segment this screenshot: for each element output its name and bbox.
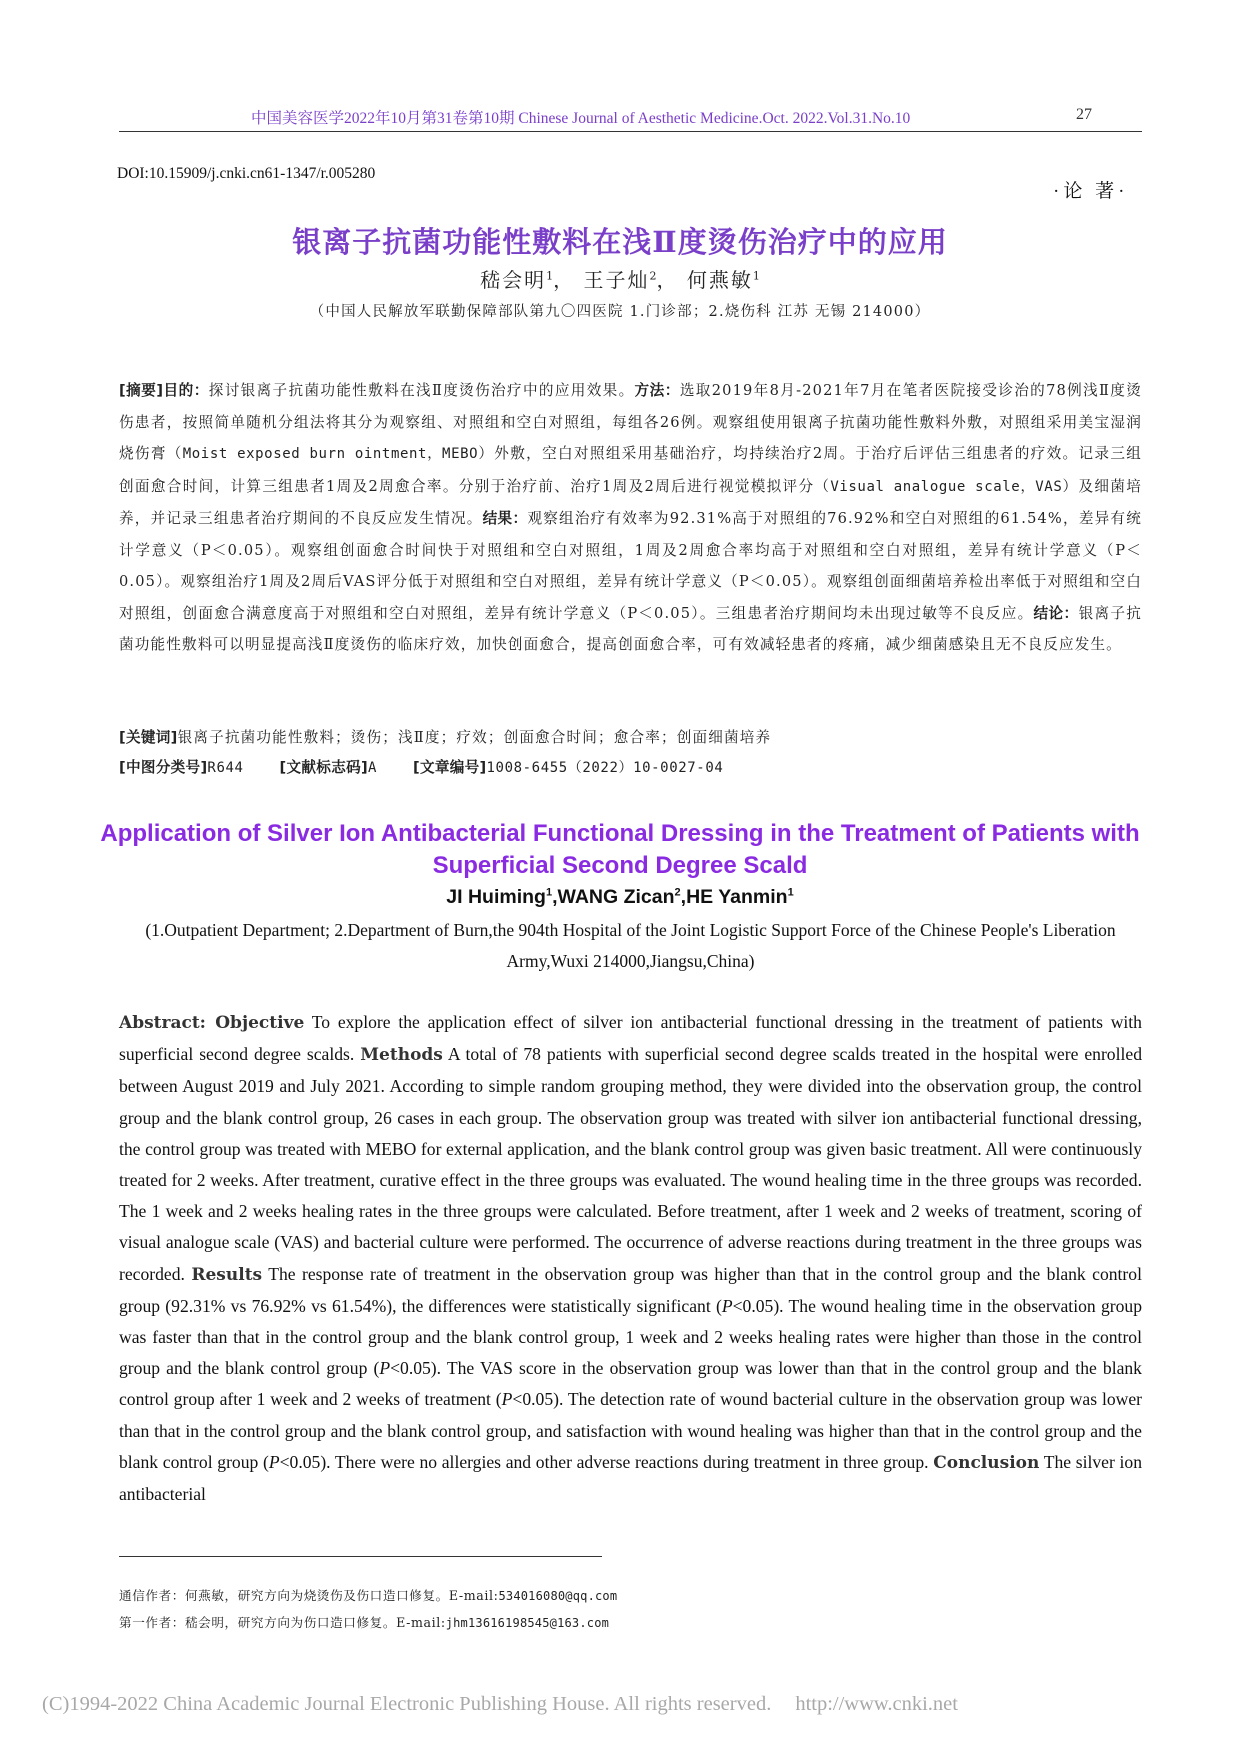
en-author-name: HE Yanmin xyxy=(686,886,788,908)
cn-author-name: 何燕敏 xyxy=(686,268,753,292)
results-text: The response rate of treatment in the observation group was higher than that in the control group and the blank control group (92.31% vs 76.92% vs 61.54%), the differences were statistically significant ( xyxy=(119,1263,1142,1316)
abstract-label: [摘要]目的： xyxy=(119,382,209,399)
methods-label: 方法： xyxy=(634,382,680,399)
author-separator: , xyxy=(680,886,687,908)
cn-author-name: 嵇会明 xyxy=(480,268,547,292)
corresponding-email: 534016080@qq.com xyxy=(498,1589,618,1603)
results-text: <0.05). The detection rate of wound bacterial culture in the observation group was lower than that in the control group and the blank control group, and satisfaction with wound healing was higher than that in the control group and the blank control group ( xyxy=(119,1389,1142,1472)
copyright-text: (C)1994-2022 China Academic Journal Electronic Publishing House. All rights reserved. xyxy=(42,1693,772,1715)
first-author-label: 第一作者：嵇会明，研究方向为伤口造口修复。E-mail: xyxy=(119,1615,446,1630)
cn-author-name: 王子灿 xyxy=(583,268,650,292)
affiliation-mark: 2 xyxy=(674,886,681,899)
results-text: <0.05). The VAS score in the observation group was lower than that in the control group and the blank control group after 1 week and 2 weeks of treatment ( xyxy=(119,1358,1142,1410)
en-author-name: WANG Zican xyxy=(557,886,675,908)
p-symbol: P xyxy=(268,1451,280,1472)
clc-label: [中图分类号] xyxy=(119,759,208,776)
mebo-term: Moist exposed burn ointment，MEBO xyxy=(182,446,479,462)
column-tag: ·论 著· xyxy=(1053,181,1129,202)
first-author-note xyxy=(119,1612,1142,1631)
results-text: <0.05). The wound healing time in the observation group was faster than that in the control group and the blank control group, 1 week and 2 weeks healing rates were higher than those in the control group and the blank control group ( xyxy=(119,1295,1142,1379)
results-text: 观察组治疗有效率为92.31%高于对照组的76.92%和空白对照组的61.54%，差异有统计学意义（P＜0.05）。观察组创面愈合时间快于对照组和空白对照组，1周及2周愈合率均高于对照组和空白对照组，差异有统计学意义（P＜0.05）。观察组治疗1周及2周后VAS评分低于对照组和空白对照组，差异有统计学意义（P＜0.05）。观察组创面细菌培养检出率低于对照组和空白对照组，创面愈合满意度高于对照组和空白对照组，差异有统计学意义（P＜0.05）。三组患者治疗期间均未出现过敏等不良反应。 xyxy=(119,510,1142,622)
author-separator: ， xyxy=(553,268,576,292)
author-separator: , xyxy=(552,886,558,908)
cnki-link[interactable]: http://www.cnki.net xyxy=(795,1693,958,1715)
conclusion-text: 银离子抗菌功能性敷料可以明显提高浅Ⅱ度烫伤的临床疗效，加快创面愈合，提高创面愈合率，可有效减轻患者的疼痛，减少细菌感染且无不良反应发生。 xyxy=(119,604,1142,653)
affiliation-mark: 1 xyxy=(546,269,554,283)
methods-label: Methods xyxy=(360,1045,443,1066)
p-symbol: P xyxy=(501,1389,513,1410)
p-symbol: P xyxy=(721,1295,733,1316)
clc-value: R644 xyxy=(207,760,244,776)
header-rule xyxy=(119,131,1142,132)
corresponding-author-label: 通信作者：何燕敏，研究方向为烧烫伤及伤口造口修复。E-mail: xyxy=(119,1588,499,1603)
conclusion-text: The silver ion antibacterial xyxy=(119,1451,1142,1505)
affiliation-mark: 1 xyxy=(787,886,794,899)
footnote-rule xyxy=(119,1556,602,1557)
vas-term: Visual analogue scale，VAS xyxy=(830,478,1063,495)
conclusion-label: Conclusion xyxy=(933,1452,1040,1473)
methods-text: 选取2019年8月-2021年7月在笔者医院接受诊治的78例浅Ⅱ度烫伤患者，按照简单随机分组法将其分为观察组、对照组和空白对照组，每组各26例。观察组使用银离子抗菌功能性敷料外敷，对照组采用美宝湿润烧伤膏（ xyxy=(119,382,1142,462)
abstract-label: Abstract: Objective xyxy=(119,1013,305,1033)
keywords-label: [关键词] xyxy=(119,729,178,746)
cn-abstract xyxy=(119,375,1142,661)
cn-classification xyxy=(119,753,1142,783)
methods-text: ）外敷，空白对照组采用基础治疗，均持续治疗2周。于治疗后评估三组患者的疗效。记录三组创面愈合时间，计算三组患者1周及2周愈合率。分别于治疗前、治疗1周及2周后进行视觉模拟评分（ xyxy=(119,445,1142,495)
en-abstract xyxy=(119,1007,1142,1510)
article-no-label: [文章编号] xyxy=(413,759,487,776)
en-title: Application of Silver Ion Antibacterial Functional Dressing in the Treatment of Patients with Superficial Second Degree Scald xyxy=(100,820,1140,879)
keywords-text: 银离子抗菌功能性敷料；烫伤；浅Ⅱ度；疗效；创面愈合时间；愈合率；创面细菌培养 xyxy=(177,729,772,746)
page-number: 27 xyxy=(1076,106,1092,123)
doc-code-value: A xyxy=(367,760,377,776)
results-text: <0.05). There were no allergies and other adverse reactions during treatment in three group. xyxy=(279,1451,929,1472)
methods-text: A total of 78 patients with superficial second degree scalds treated in the hospital were enrolled between August 2019 and July 2021. According to simple random grouping method, they were divided into the observation group, the control group and the blank control group, 26 cases in each group. The observation group was treated with silver ion antibacterial functional dressing, the control group was treated with MEBO for external application, and the blank control group was given basic treatment. All were continuously treated for 2 weeks. After treatment, curative effect in the three groups was evaluated. The wound healing time in the three groups was recorded. The 1 week and 2 weeks healing rates in the three groups were calculated. Before treatment, after 1 week and 2 weeks of treatment, scoring of visual analogue scale (VAS) and bacterial culture were performed. The occurrence of adverse reactions during treatment in the three groups was recorded. xyxy=(119,1044,1142,1284)
doi: DOI:10.15909/j.cnki.cn61-1347/r.005280 xyxy=(117,165,376,182)
copyright-notice xyxy=(42,1693,958,1716)
results-label: Results xyxy=(191,1264,263,1285)
conclusion-label: 结论： xyxy=(1033,604,1079,622)
doc-code-label: [文献标志码] xyxy=(279,759,368,776)
objective-text: To explore the application effect of silver ion antibacterial functional dressing in the treatment of patients with superficial second degree scalds. xyxy=(119,1012,1142,1065)
en-authors xyxy=(0,886,1240,909)
first-author-email: jhm13616198545@163.com xyxy=(445,1616,610,1630)
p-symbol: P xyxy=(379,1358,391,1379)
affiliation-mark: 1 xyxy=(752,269,760,283)
cn-keywords xyxy=(119,723,1142,753)
objective-text: 探讨银离子抗菌功能性敷料在浅Ⅱ度烫伤治疗中的应用效果。 xyxy=(208,382,635,399)
affiliation-mark: 2 xyxy=(649,269,657,283)
author-separator: ， xyxy=(656,268,679,292)
cn-affiliation: （中国人民解放军联勤保障部队第九〇四医院 1.门诊部；2.烧伤科 江苏 无锡 214000） xyxy=(309,304,931,320)
cn-authors xyxy=(0,264,1240,293)
en-author-name: JI Huiming xyxy=(446,886,546,908)
cn-title: 银离子抗菌功能性敷料在浅Ⅱ度烫伤治疗中的应用 xyxy=(292,225,948,259)
corresponding-author-note xyxy=(119,1585,1142,1604)
affiliation-mark: 1 xyxy=(545,886,553,899)
methods-text: ）及细菌培养，并记录三组患者治疗期间的不良反应发生情况。 xyxy=(119,477,1142,527)
article-no-value: 1008-6455（2022）10-0027-04 xyxy=(486,760,724,776)
results-label: 结果： xyxy=(482,510,528,527)
running-head xyxy=(119,106,1142,132)
journal-citation: 中国美容医学2022年10月第31卷第10期 Chinese Journal of Aesthetic Medicine.Oct. 2022.Vol.31.No.10 xyxy=(251,110,911,127)
en-affiliation: (1.Outpatient Department; 2.Department of Burn,the 904th Hospital of the Joint Logistic Support Force of the Chinese People's Liberation Army,Wuxi 214000,Jiangsu,China) xyxy=(145,920,1116,971)
